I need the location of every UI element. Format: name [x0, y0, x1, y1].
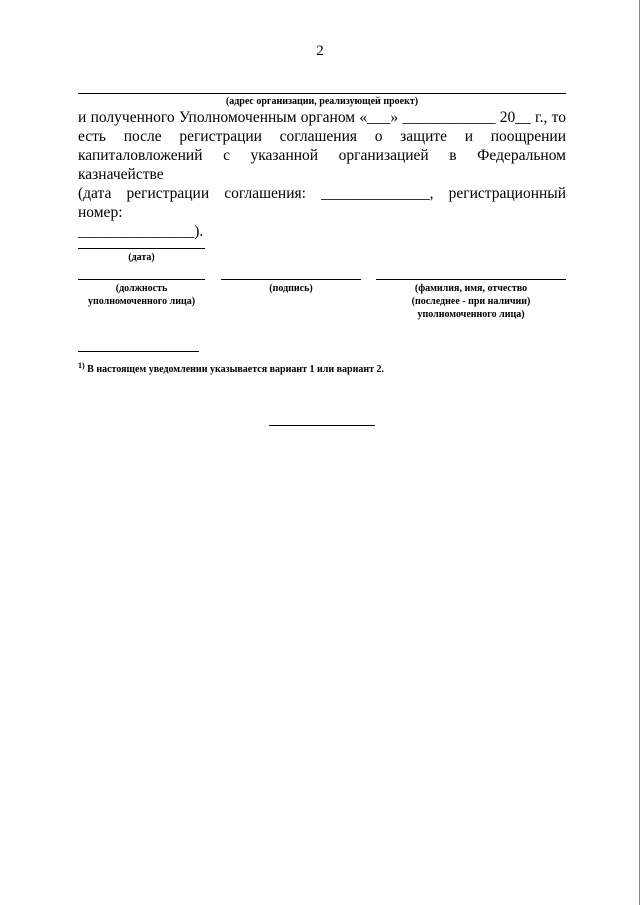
end-of-document-line	[269, 425, 375, 426]
position-caption-line-2: уполномоченного лица)	[87, 296, 196, 307]
page-number: 2	[316, 43, 324, 59]
body-line-2: есть после регистрации соглашения о защите и поощрении	[78, 128, 566, 145]
date-underline	[78, 248, 205, 249]
name-caption-line-3: уполномоченного лица)	[417, 309, 525, 320]
name-underline	[376, 279, 566, 280]
name-caption	[376, 282, 566, 321]
address-caption: (адрес организации, реализующей проект)	[225, 96, 419, 107]
position-caption-line-1: (должность	[115, 283, 168, 294]
body-line-1: и полученного Уполномоченным органом «___» ____________ 20__ г., то	[78, 109, 566, 126]
position-underline	[78, 279, 205, 280]
body-paragraph	[78, 108, 566, 241]
footnote	[78, 361, 384, 375]
name-caption-line-2: (последнее - при наличии)	[411, 296, 531, 307]
body-line-5: _______________).	[78, 223, 204, 240]
address-underline	[78, 93, 566, 94]
signature-caption-line-1: (подпись)	[269, 283, 313, 294]
name-caption-line-1: (фамилия, имя, отчество	[414, 283, 528, 294]
body-line-4: (дата регистрации соглашения: ______________, регистрационный номер:	[78, 185, 566, 221]
footnote-text: В настоящем уведомлении указывается вариант 1 или вариант 2.	[84, 364, 385, 375]
signature-caption	[221, 282, 361, 295]
body-line-3: капиталовложений с указанной организацией в Федеральном казначействе	[78, 147, 566, 183]
position-caption	[78, 282, 205, 308]
signature-underline	[221, 279, 361, 280]
footnote-marker: 1)	[78, 361, 85, 370]
footnote-separator	[78, 351, 199, 352]
date-caption: (дата)	[128, 252, 155, 263]
